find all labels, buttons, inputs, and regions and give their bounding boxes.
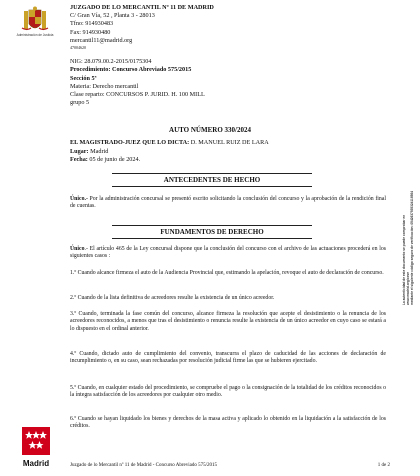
case-nig: NIG: 28.079.00.2-2015/0175304 bbox=[70, 58, 152, 65]
spain-crest-icon bbox=[19, 6, 51, 34]
fundamentos-lead: Único bbox=[70, 246, 85, 252]
judge-name: D. MANUEL RUIZ DE LARA bbox=[190, 139, 269, 146]
court-phone: Tfno: 914930483 bbox=[70, 20, 114, 28]
court-name: JUZGADO DE LO MERCANTIL Nº 11 DE MADRID bbox=[70, 4, 214, 11]
verification-sidebar bbox=[402, 185, 414, 305]
verification-line-1: La autenticidad de este documento se puede comprobar en www.madrid.org/cove bbox=[402, 214, 410, 305]
fundamentos-item-2: 2.º Cuando de la lista definitiva de acreedores resulte la existencia de un único acreedor. bbox=[70, 295, 275, 301]
place-value: Madrid bbox=[90, 147, 109, 155]
judge-info bbox=[70, 139, 390, 165]
crest-caption: Administración de Justicia bbox=[16, 33, 54, 37]
case-materia: Materia: Derecho mercantil bbox=[70, 82, 139, 90]
antecedentes-lead: Único.- bbox=[70, 196, 88, 202]
case-clase: Clase reparto: CONCURSOS P. JURID. H. 100 MILL bbox=[70, 91, 205, 99]
date-value: 05 de junio de 2024. bbox=[89, 156, 141, 164]
court-header bbox=[70, 4, 370, 51]
fundamentos-intro bbox=[70, 246, 386, 261]
section-heading-fundamentos: FUNDAMENTOS DE DERECHO bbox=[112, 225, 312, 239]
page-number: 1 de 2 bbox=[377, 463, 390, 468]
case-info bbox=[70, 58, 390, 108]
case-section: Sección 5ª bbox=[70, 74, 97, 82]
fundamentos-item-3: 3.º Cuando, terminada la fase común del concurso, alcance firmeza la resolución que acepte el desistimiento o la renuncia de los acreedores reconocidos, a menos que tras el desistimiento o renuncia resulte la existencia de un único acreedor en cuyo caso se estará a lo dispuesto en el ordinal anterior. bbox=[70, 311, 386, 332]
antecedentes-body: Por la administración concursal se presentó escrito solicitando la conclusión del concurso y la aprobación de la rendición final de cuentas. bbox=[70, 196, 386, 210]
place-label: Lugar: bbox=[70, 147, 89, 155]
madrid-label: Madrid bbox=[22, 459, 50, 468]
fundamentos-intro-body: .- El artículo 465 de la Ley concursal dispone que la conclusión del concurso con el archivo de las actuaciones procederá en los siguientes casos : bbox=[70, 246, 386, 260]
fundamentos-item-6: 6.º Cuando se hayan liquidado los bienes y derechos de la masa activa y aplicado lo obtenido en la liquidación a la satisfacción de los créditos. bbox=[70, 416, 386, 430]
footer-left: Juzgado de lo Mercantil nº 11 de Madrid - Concurso Abreviado 575/2015 bbox=[70, 463, 218, 468]
court-email: mercantil11@madrid.org bbox=[70, 36, 133, 44]
comunidad-madrid-logo-icon bbox=[22, 427, 50, 455]
court-address: C/ Gran Vía, 52 , Planta 3 - 28013 bbox=[70, 12, 155, 20]
judge-label: EL MAGISTRADO-JUEZ QUE LO DICTA: bbox=[70, 139, 190, 146]
court-code: 47004620 bbox=[70, 45, 86, 51]
fundamentos-item-5: 5.º Cuando, en cualquier estado del procedimiento, se compruebe el pago o la consignación de la totalidad de los créditos reconocidos o la íntegra satisfacción de los acreedores por cualquier otro medio. bbox=[70, 385, 386, 399]
page-footer bbox=[70, 463, 390, 468]
procedure-value: Concurso Abreviado 575/2015 bbox=[111, 66, 192, 74]
verification-line-2: mediante el siguiente código seguro de verificación: 0942637935324116564 bbox=[410, 191, 414, 305]
date-label: Fecha: bbox=[70, 156, 88, 164]
section-heading-antecedentes: ANTECEDENTES DE HECHO bbox=[112, 173, 312, 187]
case-grupo: grupo 5 bbox=[70, 99, 90, 107]
antecedentes-paragraph bbox=[70, 196, 386, 211]
fundamentos-item-1: 1.º Cuando alcance firmeza el auto de la Audiencia Provincial que, estimando la apelación, revoque el auto de declaración de concurso. bbox=[70, 270, 384, 276]
procedure-label: Procedimiento: bbox=[70, 66, 111, 74]
fundamentos-item-4: 4.º Cuando, dictado auto de cumplimiento del convenio, transcurra el plazo de caducidad de las acciones de declaración de incumplimiento o, en su caso, sean rechazadas por resolución judicial firme las que se hubieren ejercitado. bbox=[70, 351, 386, 365]
court-fax: Fax: 914930480 bbox=[70, 28, 111, 36]
auto-title: AUTO NÚMERO 330/2024 bbox=[169, 126, 251, 134]
